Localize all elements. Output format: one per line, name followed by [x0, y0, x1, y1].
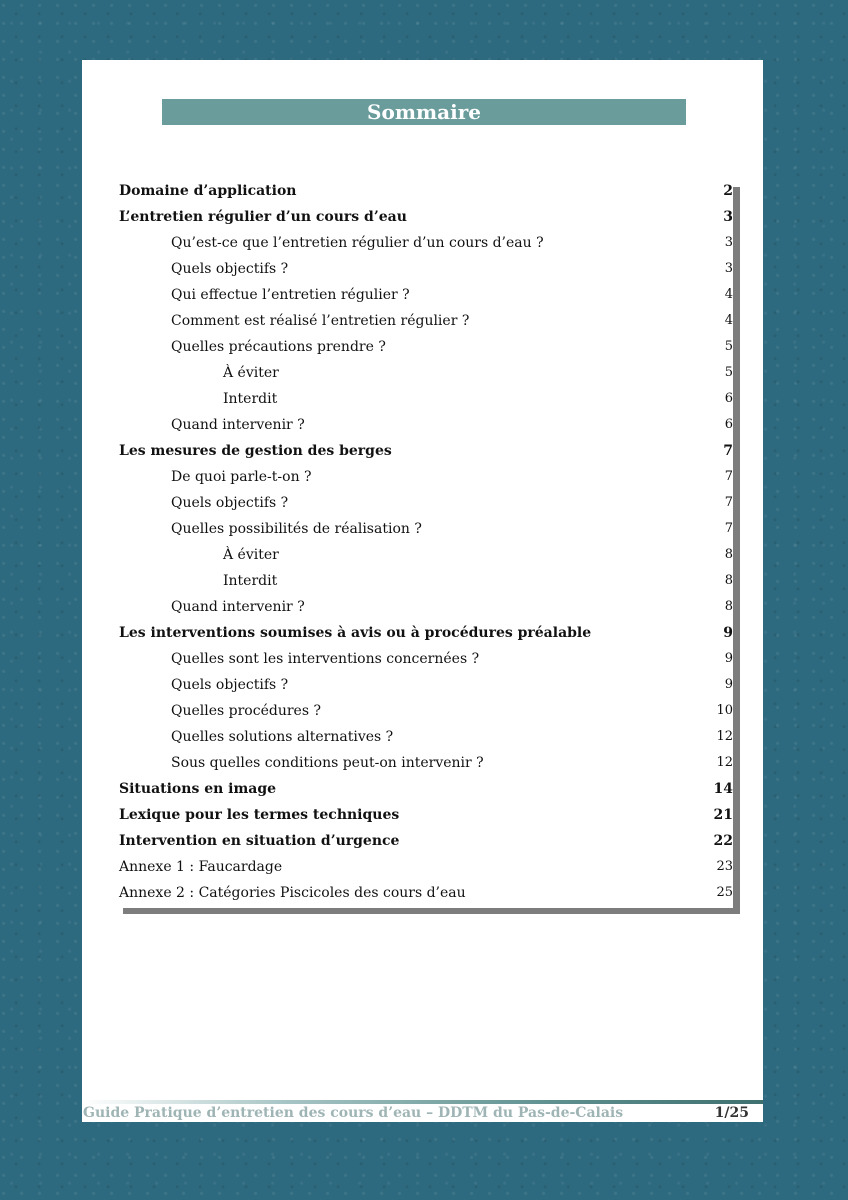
toc-entry-page: 2: [723, 183, 733, 199]
toc-entry-page: 5: [724, 365, 733, 380]
toc-entry-page: 8: [724, 573, 733, 588]
toc-entry-page: 9: [724, 651, 733, 666]
toc-entry[interactable]: [117, 204, 733, 230]
footer-title: Guide Pratique d’entretien des cours d’eau – DDTM du Pas-de-Calais: [83, 1105, 624, 1121]
document-page: [82, 60, 763, 1122]
footer-divider: [82, 1100, 763, 1104]
toc-entry[interactable]: [117, 672, 733, 698]
toc-entry-page: 8: [724, 547, 733, 562]
table-of-contents: [117, 178, 732, 908]
toc-entry[interactable]: [117, 646, 733, 672]
toc-entry[interactable]: [117, 412, 733, 438]
toc-entry-page: 4: [724, 287, 733, 302]
toc-entry[interactable]: [117, 516, 733, 542]
toc-entry-page: 14: [713, 781, 733, 797]
toc-entry-page: 7: [724, 495, 733, 510]
toc-entry-page: 21: [713, 807, 733, 823]
toc-entry-page: 3: [723, 209, 733, 225]
toc-entry-label: Interdit: [223, 391, 278, 407]
toc-entry-label: Quels objectifs ?: [171, 677, 289, 693]
toc-entry[interactable]: [117, 568, 733, 594]
toc-entry-label: Situations en image: [119, 781, 277, 797]
toc-entry[interactable]: [117, 802, 733, 828]
toc-entry-page: 3: [724, 235, 733, 250]
toc-entry-page: 7: [724, 521, 733, 536]
toc-entry[interactable]: [117, 724, 733, 750]
toc-shadow-bottom: [123, 908, 740, 914]
toc-entry-page: 8: [724, 599, 733, 614]
toc-entry-label: L’entretien régulier d’un cours d’eau: [119, 209, 407, 225]
toc-entry-page: 12: [716, 729, 733, 744]
toc-entry-label: Quelles sont les interventions concernées ?: [171, 651, 480, 667]
toc-entry[interactable]: [117, 542, 733, 568]
toc-entry[interactable]: [117, 594, 733, 620]
page-title: Sommaire: [162, 99, 686, 125]
toc-entry-page: 23: [716, 859, 733, 874]
toc-entry-page: 9: [723, 625, 733, 641]
toc-entry-page: 12: [716, 755, 733, 770]
toc-entry-label: Qu’est-ce que l’entretien régulier d’un cours d’eau ?: [171, 235, 544, 251]
toc-entry-label: Intervention en situation d’urgence: [119, 833, 400, 849]
toc-entry-label: Quels objectifs ?: [171, 261, 289, 277]
toc-entry-label: Annexe 2 : Catégories Piscicoles des cours d’eau: [119, 885, 466, 901]
toc-entry-label: Quelles solutions alternatives ?: [171, 729, 394, 745]
toc-entry-page: 4: [724, 313, 733, 328]
toc-entry[interactable]: [117, 490, 733, 516]
toc-entry-page: 25: [716, 885, 733, 900]
toc-entry[interactable]: [117, 776, 733, 802]
toc-entry[interactable]: [117, 828, 733, 854]
toc-entry-label: Les interventions soumises à avis ou à procédures préalable: [119, 625, 592, 641]
toc-entry-label: Comment est réalisé l’entretien régulier ?: [171, 313, 470, 329]
toc-entry[interactable]: [117, 386, 733, 412]
toc-entry[interactable]: [117, 438, 733, 464]
toc-entry-label: De quoi parle-t-on ?: [171, 469, 312, 485]
toc-entry-page: 7: [723, 443, 733, 459]
toc-entry[interactable]: [117, 620, 733, 646]
toc-entry[interactable]: [117, 464, 733, 490]
toc-entry-label: Quand intervenir ?: [171, 417, 305, 433]
toc-entry-page: 7: [724, 469, 733, 484]
toc-entry-label: À éviter: [223, 547, 279, 563]
toc-entry-page: 22: [713, 833, 733, 849]
toc-entry-page: 6: [724, 417, 733, 432]
toc-entry-label: Quelles procédures ?: [171, 703, 321, 719]
toc-entry[interactable]: [117, 854, 733, 880]
toc-entry-label: Sous quelles conditions peut-on intervenir ?: [171, 755, 484, 771]
toc-entry[interactable]: [117, 334, 733, 360]
toc-entry-label: Lexique pour les termes techniques: [119, 807, 400, 823]
toc-entry-page: 10: [716, 703, 733, 718]
toc-entry-label: Quels objectifs ?: [171, 495, 289, 511]
toc-entry[interactable]: [117, 880, 733, 906]
toc-entry-page: 3: [724, 261, 733, 276]
footer-page-number: 1/25: [714, 1105, 749, 1121]
toc-entry-label: Interdit: [223, 573, 278, 589]
toc-entry[interactable]: [117, 230, 733, 256]
toc-entry[interactable]: [117, 698, 733, 724]
toc-entry-page: 5: [724, 339, 733, 354]
toc-shadow-right: [733, 187, 740, 913]
toc-entry[interactable]: [117, 178, 733, 204]
toc-entry-label: Annexe 1 : Faucardage: [119, 859, 283, 875]
toc-entry-label: Quelles précautions prendre ?: [171, 339, 386, 355]
toc-entry-label: Domaine d’application: [119, 183, 297, 199]
toc-entry[interactable]: [117, 360, 733, 386]
toc-entry-label: Les mesures de gestion des berges: [119, 443, 392, 459]
toc-entry[interactable]: [117, 750, 733, 776]
toc-entry-label: À éviter: [223, 365, 279, 381]
toc-entry-label: Quelles possibilités de réalisation ?: [171, 521, 422, 537]
toc-entry-page: 9: [724, 677, 733, 692]
toc-entry[interactable]: [117, 308, 733, 334]
toc-entry-label: Quand intervenir ?: [171, 599, 305, 615]
toc-entry-label: Qui effectue l’entretien régulier ?: [171, 287, 410, 303]
toc-entry[interactable]: [117, 282, 733, 308]
toc-entry[interactable]: [117, 256, 733, 282]
toc-entry-page: 6: [724, 391, 733, 406]
